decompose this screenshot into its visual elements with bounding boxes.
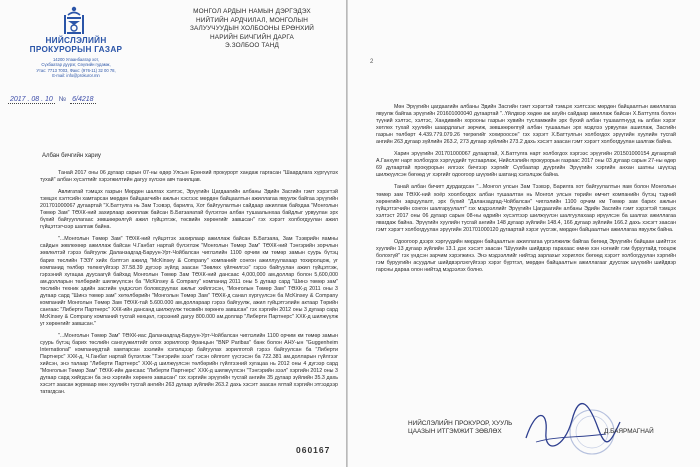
letter-date: 2017 . 08 . 10 <box>10 96 53 103</box>
address-line: 14200 Улаанбаатар хот, <box>52 57 100 62</box>
body-paragraph: "...Монголын Төмөр Зам" ТӨХК-ний гүйцэтгэх захирлаар ажиллаж байсан Б.Батзаяа, Зам Тээврийн яамны сайдын зөвлөхөөр ажиллаж байсан Ч.Ганбат нартай бүлэглэж "Монголын Төмөр Зам" ТӨХК-ний Тэнгэрийн зорчлын зөвлөлтэй гэрээ байгуулж Даланзадгад-Баруун-Урт-Чойбалсан чиглэлийн 1100 орчим км төмөр замын суурь бүтэц барих төслийн ТЭЗҮ хийх бэлтгэл ажилд "McKinsey & Company" компанийг сонгон ажиллуулахаар тохиролцож, уг компанид төлбөр төлөхгүйгээр 37.58.39 дүгээр зүйлд заасан "Зөвлөх үйлчилгээ" гэрээ байгуулан ажил гүйцэтгэж, гэрээний хугацаа дуусаагүй байхад Монголын Төмөр Зам ТӨХК-ний дансаас 4,000,000 ам.доллар болон 5,600,000 ам.долларын төлбөрийг шилжүүлсэн ба "McKinsey & Company" компанид 2011 оны 5 дугаар сард "Шинэ төмөр зам" төслийн техник эдийн засгийн үндэслэл боловсруулах ажлыг хийлгэсэн, "Монголын Төмөр Зам" ТӨХК-д 2011 оны 3 дугаар сард "Шинэ төмөр зам" хөтөлбөрийн "Монголын Төмөр Зам" ТӨХК-д санал хүргүүлсэн ба McKinsey & Company компанийг Монголын Төмөр Зам ТӨХК-тай 5.600.000 ам.доллараар гэрээ байгуулж, ажил гүйцэтгэлийн актаар Төрийн сангаас "Либерти Партнерс" ХХК-ийн дансанд шилжүүлж төсвийн хөрөнгө завшсан" гэх хэргийн 2012 оны 3 дугаар сард McKinsey & Company компаний тусгай нөхцөл, гэрээний дагуу 800.000 ам.доллар "Либерти Партнерс" ХХК-д шилжүүлж уг хөрөнгийг завшсан." <box>40 236 338 327</box>
signatory-name: Д.БАЯРМАГНАЙ <box>604 428 654 435</box>
recipient-line: ЗАЛУУЧУУДЫН ХОЛБООНЫ ЕРӨНХИЙ <box>189 25 315 33</box>
date-number-line: 2017 . 08 . 10 № 6/4218 <box>10 96 94 103</box>
recipient-block <box>160 8 344 51</box>
signatory-title-line: НИЙСЛЭЛИЙН ПРОКУРОР, ХУУЛЬ <box>408 420 513 427</box>
page-number: 2 <box>370 59 374 65</box>
document-serial-number: 060167 <box>296 445 331 455</box>
recipient-line: Э.ЗОЛБОО ТАНД <box>225 42 279 50</box>
address-line: Утас: 7713 7003, Факс: (976-11) 32 00 78, <box>36 67 116 73</box>
organization-header <box>22 36 130 79</box>
organization-name-line-1: НИЙСЛЭЛИЙН <box>45 36 107 45</box>
letter-body-page-1 <box>40 170 338 401</box>
address-line: E-mail: info@prokuror.mn <box>52 73 100 79</box>
body-paragraph: "...Монголын Төмөр Зам" ТӨХК-иас Даланзадгад-Баруун-Урт-Чойбалсан чиглэлийн 1100 орчим км төмөр замын суурь бүтэц барих төслийн санхүүжилтийг олох зорилгоор Францын "BNP Paribas" банк болон АНУ-ын "Guggenheim International" компаниудтай хамтарсан зээлийн хэлэлцээр байгуулах зорилготой гэрээ байгуулсан ба "Либерти Партнерс" ХХК-д, Ч.Ганбат нартай бүлэглэж "Тэнгэрийн зээл" гэсэн ойлголт үүсгэсэн ба 722.381 ам.долларын гүйлгээг хийсэн, энэ талаар "Либерти Партнерс" ХХК-д шилжүүлсэн төлбөрийн гүйлгээний хугацаа нь 2012 оны 4 дүгээр сард "Монголын Төмөр Зам" ТӨХК-ийн дансаас "Либерти Партнерс" ХХК-д шилжүүлсэн "Тэнгэрийн зээл" хэргийн 2012 оны 3 дугаар сард хийгдсэн ба энэ хэргийн хөрөнгө завшсан" гэх хэргийн эрүүгийн тусгай ангийн 35 дугаар зүйлийн 35.3 дахь хэсэгт заасан журмаар мөн хуулийн тусгай ангийн 263 дугаар зүйлийн 263.2 дахь хэсэгт заасан ялтай хэргийн этгээдээр татагдсан. <box>40 332 338 396</box>
organization-address <box>22 57 130 79</box>
organization-name-line-2: ПРОКУРОРЫН ГАЗАР <box>29 45 123 54</box>
body-paragraph: Танай албан бичигт дурдагдсан "...Монгол улсын Зам Тээвэр, Барилга хот байгуулалтын яам болон Монголын төмөр зам ТӨХК-ний хоёр хоолбогдох албан тушаалтан нь Монгол улсын төрийн өмчит компанийн бүтэц тэдний хөрөнгийн зарцуулалт, эрх бүхий "Даланзадгад-Чойбалсан" чиглэлийн 1100 орчим км Төмөр зам барих ажлын гүйцэтгэгчийн сонгон шалгаруулалт" гэх мэдээллийг Эрүүгийн Цагдаагийн албаны Эдийн Засгийн гэмт хэрэгтэй тэмцэх хэлтэст 2017 оны 06 дугаар сарын 08-ны өдрийн хүсэлтээр шилжүүлэн шалгуулахаар ирүүлсэн ба шалгах ажиллагаа явагдаж байна. Эрүүгийн хуулийн тусгай ангийн 148 дугаар зүйлийн 148.4, 166 дугаар зүйлийн 166.2 дахь хэсэгт заасан гэмт хэрэгт холбогдуулан эрүүгийн 201701000120 дугаартай хэрэг үүсгэж, мөрдөн байцаалтын ажиллагаа явуулж байна. <box>376 184 676 233</box>
signatory-title-line: ЦААЗЫН ИТГЭМЖИТ ЗӨВЛӨХ <box>408 428 502 435</box>
body-paragraph: Харин эрүүгийн 201701000067 дугаартай, Х.Баттулга нарт холбогдох хэргээс эрүүгийн 201501000154 дугаартай А.Ганхуяг нарт холбогдох хэргүүдийг тусгаарлаж, Нийслэлийн прокурорын газраас 2017 оны 03 дугаар сарын 27-ны өдөр 69 дугаартай прокурорын илгээх бичгээр хэргийг Сүхбаатар дүүргийн Эрүүгийн хэргийн анхан шатны шүүхэд шилжүүлсэн бөгөөд уг хэргийг одоогоор шүүхийн шатанд хэлэлцэж байна. <box>376 151 676 179</box>
address-line: Сүхбаатар дүүрэг, Сөүлийн гудамж, <box>41 62 111 68</box>
signatory-title <box>408 420 558 436</box>
body-paragraph: Танай 2017 оны 06 дугаар сарын 07-ны өдөр Улсын Ерөнхий прокурорт хандаж гаргасан "Шаардлага хүргүүлэх тухай" албан хүсэлтийг хэрэгжилтийн дагуу хүлээн авч танилцав. <box>40 170 338 184</box>
recipient-line: НИЙТИЙН АРДЧИЛАЛ, МОНГОЛЫН <box>196 16 308 24</box>
recipient-line: МОНГОЛ АРДЫН НАМЫН ДЭРГЭДЭХ <box>193 8 311 15</box>
body-paragraph: Мөн Эрүүгийн цагдаагийн албаны Эдийн Засгийн гэмт хэрэгтэй тэмцэх хэлтсээс мөрдөн байцаалтын ажиллагаа явуулж байгаа эрүүгийн 201601000040 дугаартай "..Үйлдвэр хөдөө аж ахуйн сайдаар ажиллаж байсан Х.Баттулга болон түүний хэлтэс, хэлтэс, Хандивийн хорооны газрын хувийн тусламжийн эрх бүхий албан тушаалтнууд нь албан хэрэг хөтлөх тухай хуулийн шаардлагыг зөрчиж, зөвшөөрөлгүй албан тушаалын эрх мэдлээ урвуулан ашиглаж, Засгийн газрын төлбөрт 4.439.779.079.26 төгрөгийг хохироосон" гэх хэрэгт Х.Баттулгын холбогдох эрүүгийн хуулийн тусгай ангийн 263 дугаар зүйлийн 263.2, 273 дугаар зүйлийн 273.2 дахь хэсэгт заасан гэмт хэрэгт холбогдуулан шалгаж байна. <box>376 104 676 146</box>
letter-subject: Албан бичгийн хариу <box>42 153 101 159</box>
body-paragraph: Одоогоор дээрх хэргүүдийн мөрдөн байцаалтын ажиллагаа үргэлжилж байгаа бөгөөд Эрүүгийн байцаан шийтгэх хуулийн 13 дугаар зүйлийн 13.1 дэх хэсэгт заасан "Шүүхийн шийдвэр гарахаас өмнө хэн нэгнийг гэм буруутайд тооцож болохгүй" гэх үндсэн зарчим хэрэгжинэ. Энэ мэдээллийг нийтэд зарлахыг хориглох бөгөөд хэрэгт холбогдуулан хэргийн гэм буруугийн асуудлыг шийдвэрлэхгүйгээр хэрэг бүртгэл, мөрдөн байцаалтын ажиллагааг дуусгаж шүүхийн шийдвэр гарсны дараа олон нийтэд мэдээлэх болно. <box>376 238 676 273</box>
letter-body-page-2 <box>376 104 676 279</box>
letter-number: 6/4218 <box>72 96 94 103</box>
recipient-line: НАРИЙН БИЧГИЙН ДАРГА <box>210 33 294 41</box>
body-paragraph: Авлигатай тэмцэх газрын Мөрдөн шалгах хэлтэс, Эрүүгийн Цагдаагийн албаны Эдийн Засгийн гэмт хэрэгтэй тэмцэх хэлтсийн хамтарсан мөрдөн байцаагчийн ажлын хэсгээс мөрдөн байцаалтын ажиллагаа явуулж байгаа эрүүгийн 201701000067 дугаартай "Х.Баттулга нь Зам Тээвэр, барилга, Хот байгуулалтын сайдаар ажиллаж байхдаа "Монголын Төмөр Зам" ТӨХК-ний захирлаар ажиллаж байсан Б.Батзаяатай бүлэглэн албан тушаалынхаа байдлыг урвуулан эрх бүхий байгууллагаас зөвшөөрөлгүй ажил гүйцэтгэж, төсвийн хөрөнгийг завшсан" гэх хэрэгт холбогдуулан ажил гүйцэтгэгчээр шалгаж байна. <box>40 189 338 231</box>
letter-page-2 <box>348 0 700 467</box>
soyombo-emblem-icon <box>60 6 88 36</box>
letter-page-1 <box>0 0 347 467</box>
